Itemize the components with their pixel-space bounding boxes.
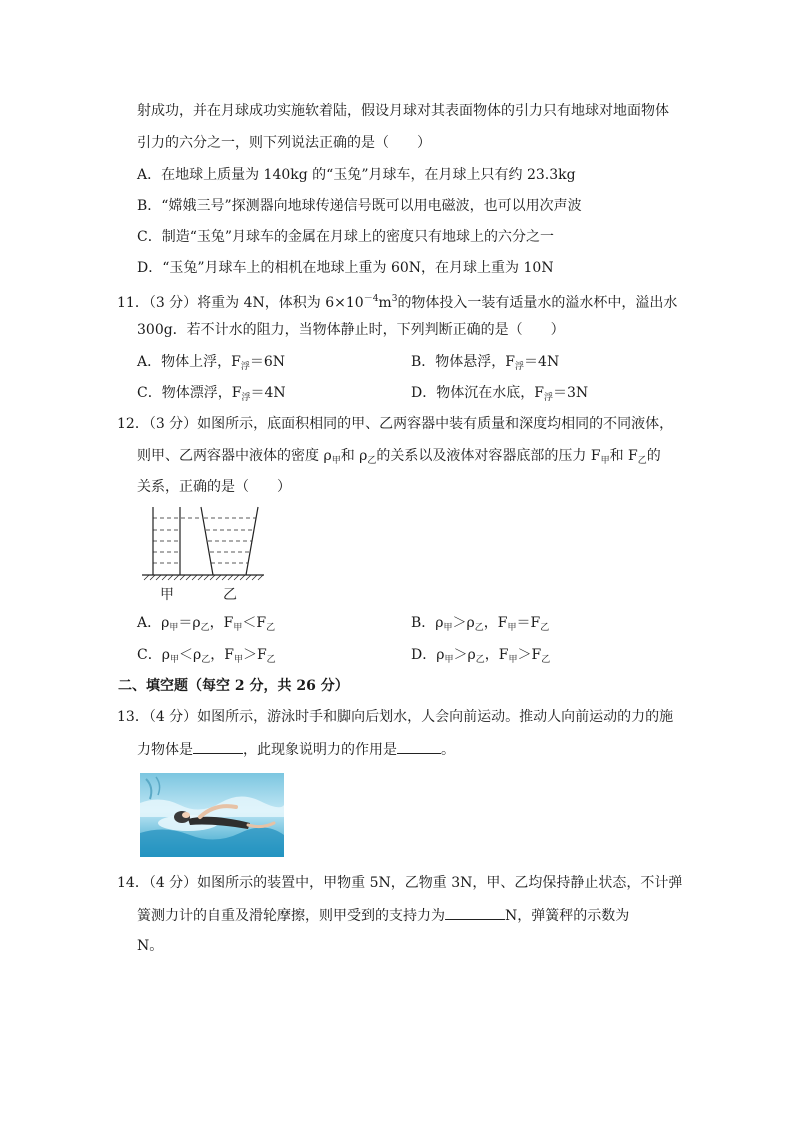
q11-option-a: A．物体上浮，$F_浮=6N$	[137, 354, 286, 372]
q11-option-b: B．物体悬浮，$F_浮=4N$	[411, 354, 560, 372]
q14-line3: N。	[137, 938, 164, 954]
q10-option-a: A．在地球上质量为 140kg 的“玉兔”月球车，在月球上只有约 23.3kg	[137, 167, 576, 183]
q12-option-a: A．$\rho_甲=\rho_乙$，$F_甲<F_乙$	[137, 615, 276, 633]
q11-option-c: C．物体漂浮，$F_浮=4N$	[137, 385, 286, 403]
q12-line1: 12．（3 分）如图所示，底面积相同的甲、乙两容器中装有质量和深度均相同的不同液体，	[117, 416, 674, 432]
q12-line2: 则甲、乙两容器中液体的密度 $\rho_甲$和 $\rho_乙$的关系以及液体对容器底部的压力 $F_甲$和 $F_乙$的	[137, 448, 661, 466]
q10-option-d: D．“玉兔”月球车上的相机在地球上重为 60N，在月球上重为 10N	[137, 260, 554, 276]
q14-blank-1[interactable]	[445, 905, 505, 920]
swimmer-image	[140, 773, 284, 857]
section-heading-fill-blank: 二、填空题（每空 2 分，共 26 分）	[118, 678, 349, 694]
q12-option-c: C．$\rho_甲<\rho_乙$，$F_甲>F_乙$	[137, 647, 276, 665]
q13-line1: 13．（4 分）如图所示，游泳时手和脚向后划水，人会向前运动。推动人向前运动的力的施	[117, 709, 674, 725]
q14-line1: 14．（4 分）如图所示的装置中，甲物重 5N，乙物重 3N，甲、乙均保持静止状态，不计弹	[117, 875, 683, 891]
q10-option-b: B．“嫦娥三号”探测器向地球传递信号既可以用电磁波，也可以用次声波	[137, 198, 582, 214]
q12-option-d: D．$\rho_甲>\rho_乙$，$F_甲>F_乙$	[411, 647, 551, 665]
containers-figure	[140, 505, 270, 605]
q10-line2: 引力的六分之一，则下列说法正确的是（ ）	[137, 135, 431, 151]
fig-label-jia: 甲	[160, 587, 174, 603]
q10-line1: 射成功，并在月球成功实施软着陆，假设月球对其表面物体的引力只有地球对地面物体	[137, 103, 669, 119]
q11-line1: 11．（3 分）将重为 4N，体积为 $6\times 10^{-4}m^3$的物体投入一装有适量水的溢水杯中，溢出水	[117, 294, 678, 311]
q13-line2: 力物体是 ，此现象说明力的作用是 。	[137, 739, 455, 760]
q12-line3: 关系，正确的是（ ）	[137, 479, 291, 495]
q13-blank-2[interactable]	[397, 739, 441, 754]
q12-option-b: B．$\rho_甲>\rho_乙$，$F_甲=F_乙$	[411, 615, 550, 633]
q14-line2: 簧测力计的自重及滑轮摩擦，则甲受到的支持力为 N，弹簧秤的示数为	[137, 905, 629, 926]
q10-option-c: C．制造“玉兔”月球车的金属在月球上的密度只有地球上的六分之一	[137, 229, 555, 245]
fig-label-yi: 乙	[223, 587, 237, 603]
q11-option-d: D．物体沉在水底，$F_浮=3N$	[411, 385, 589, 403]
q11-line2: 300g．若不计水的阻力，当物体静止时，下列判断正确的是（ ）	[137, 322, 565, 338]
q13-blank-1[interactable]	[193, 739, 243, 754]
